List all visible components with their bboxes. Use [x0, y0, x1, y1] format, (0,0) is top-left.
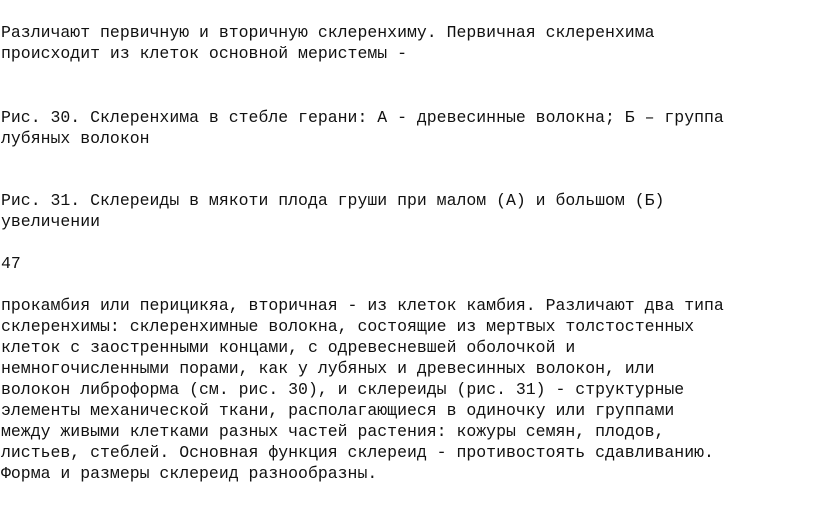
body-line-9: Форма и размеры склереид разнообразны.: [1, 464, 378, 483]
intro-line-1: Различают первичную и вторичную склеренхиму. Первичная склеренхима: [1, 23, 655, 42]
body-line-7: между живыми клетками разных частей растения: кожуры семян, плодов,: [1, 422, 665, 441]
body-line-6: элементы механической ткани, располагающиеся в одиночку или группами: [1, 401, 675, 420]
body-line-8: листьев, стеблей. Основная функция склереид - противостоять сдавливанию.: [1, 443, 714, 462]
body-line-3: клеток с заостренными концами, с одревесневшей оболочкой и: [1, 338, 576, 357]
body-line-1: прокамбия или перицикяа, вторичная - из клеток камбия. Различают два типа: [1, 296, 724, 315]
body-line-2: склеренхимы: склеренхимные волокна, состоящие из мертвых толстостенных: [1, 317, 695, 336]
figure-31-caption-line-1: Рис. 31. Склереиды в мякоти плода груши при малом (А) и большом (Б): [1, 191, 665, 210]
figure-30-caption-line-2: лубяных волокон: [1, 129, 150, 148]
body-line-5: волокон либроформа (см. рис. 30), и склереиды (рис. 31) - структурные: [1, 380, 685, 399]
figure-31-caption-line-2: увеличении: [1, 212, 101, 231]
figure-30-caption-line-1: Рис. 30. Склеренхима в стебле герани: А - древесинные волокна; Б – группа: [1, 108, 724, 127]
intro-line-2: происходит из клеток основной меристемы -: [1, 44, 407, 63]
body-line-4: немногочисленными порами, как у лубяных и древесинных волокон, или: [1, 359, 655, 378]
page-number: 47: [1, 254, 21, 273]
